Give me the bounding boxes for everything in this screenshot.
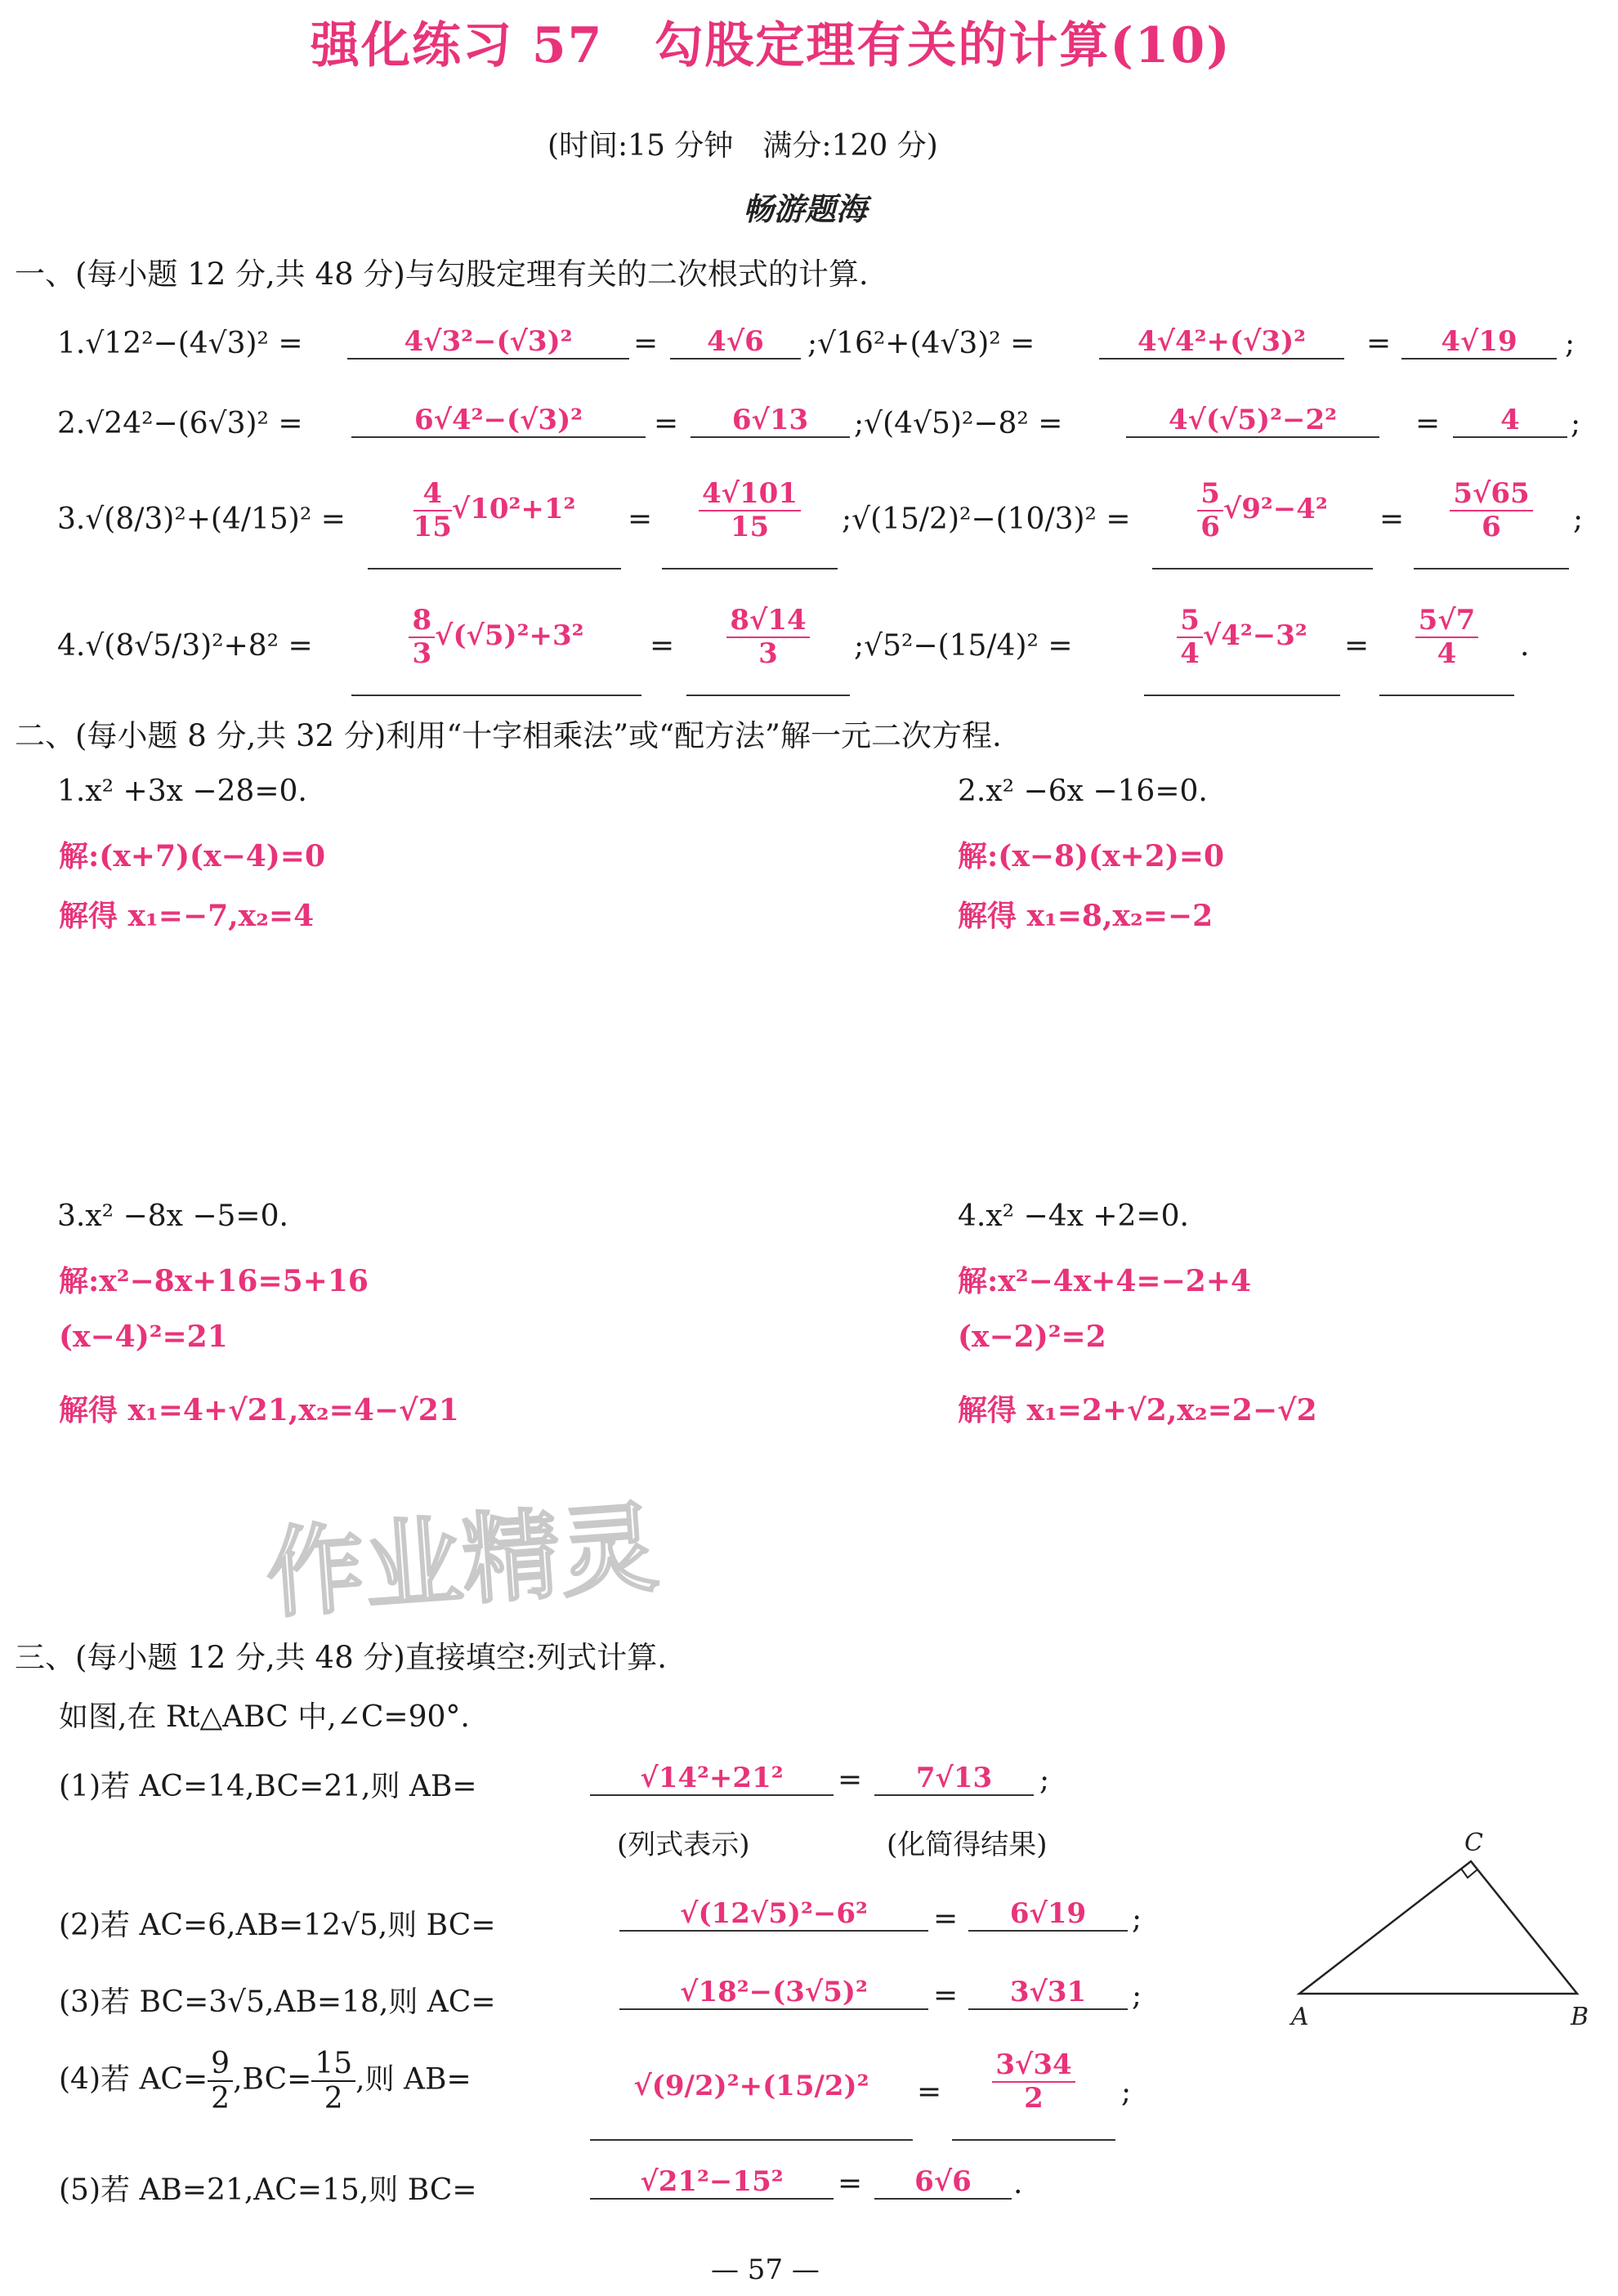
q3-eq2: = — [1379, 503, 1405, 536]
triangle-figure — [1275, 1814, 1602, 2035]
q3-answer-1[interactable] — [368, 478, 621, 570]
section1-heading: 一、(每小题 12 分,共 48 分)与勾股定理有关的二次根式的计算. — [15, 257, 869, 292]
r5-end: . — [1013, 2167, 1023, 2200]
r1-answer-1[interactable]: √14²+21² — [590, 1762, 834, 1796]
q1-answer-2[interactable]: 4√6 — [670, 325, 801, 360]
r5-answer-1[interactable]: √21²−15² — [590, 2165, 834, 2200]
q3-answer-2[interactable] — [662, 478, 838, 570]
p1-step2: 解得 x₁=−7,x₂=4 — [59, 899, 315, 933]
r5-question: (5)若 AB=21,AC=15,则 BC= — [59, 2173, 477, 2207]
triangle-abc — [1299, 1861, 1577, 1994]
r1-answer-2[interactable]: 7√13 — [874, 1762, 1034, 1796]
q3-a4-num: 5√65 — [1450, 478, 1532, 511]
banner-text: 畅游题海 — [742, 190, 867, 227]
q1-eq1: = — [633, 327, 659, 360]
q3-answer-4[interactable] — [1414, 478, 1569, 570]
q2-label2: ;√(4√5)²−8² = — [854, 407, 1063, 440]
r4-ac-den: 2 — [211, 2082, 230, 2116]
r4-eq: = — [917, 2075, 942, 2109]
r4-ac-num: 9 — [208, 2047, 233, 2082]
r1-end: ; — [1039, 1763, 1050, 1797]
r3-answer-1[interactable]: √18²−(3√5)² — [619, 1976, 928, 2010]
section2-heading: 二、(每小题 8 分,共 32 分)利用“十字相乘法”或“配方法”解一元二次方程. — [15, 718, 1002, 753]
q2-answer-1[interactable]: 6√4²−(√3)² — [351, 404, 646, 438]
q4-a2-num: 8√14 — [726, 605, 809, 638]
p4-step3: 解得 x₁=2+√2,x₂=2−√2 — [958, 1393, 1317, 1427]
q4-label2: ;√5²−(15/4)² = — [854, 629, 1073, 663]
q1-end: ; — [1565, 327, 1576, 360]
q4-a2-den: 3 — [758, 637, 778, 671]
p4-step1: 解:x²−4x+4=−2+4 — [958, 1264, 1251, 1298]
q2-eq1: = — [654, 407, 679, 440]
q4-a1-rad: √(√5)²+3² — [435, 619, 584, 653]
p4-step2: (x−2)²=2 — [958, 1320, 1106, 1354]
q1-answer-1[interactable]: 4√3²−(√3)² — [347, 325, 629, 360]
r4-end: ; — [1121, 2075, 1132, 2109]
r2-question: (2)若 AC=6,AB=12√5,则 BC= — [59, 1909, 496, 1942]
q4-label: 4.√(8√5/3)²+8² = — [57, 629, 313, 663]
q1-answer-3[interactable]: 4√4²+(√3)² — [1099, 325, 1344, 360]
r5-eq: = — [838, 2167, 863, 2200]
time-score-info: (时间:15 分钟 满分:120 分) — [548, 129, 938, 163]
r3-end: ; — [1132, 1979, 1142, 2012]
p3-step2: (x−4)²=21 — [59, 1320, 228, 1354]
r2-answer-2[interactable]: 6√19 — [968, 1897, 1128, 1932]
q3-a1-rad: √10²+1² — [451, 493, 576, 526]
r4-a2-num: 3√34 — [992, 2049, 1075, 2083]
q3-label2: ;√(15/2)²−(10/3)² = — [842, 503, 1131, 536]
q4-a1-den: 3 — [412, 637, 432, 671]
q3-eq1: = — [628, 503, 653, 536]
vertex-c-label: C — [1464, 1829, 1483, 1857]
q4-a3-rad: √4²−3² — [1202, 619, 1307, 653]
q4-answer-3[interactable] — [1144, 605, 1340, 696]
q1-answer-4[interactable]: 4√19 — [1401, 325, 1557, 360]
r4-answer-1[interactable]: √(9/2)²+(15/2)² — [590, 2049, 913, 2141]
q2-eq2: = — [1415, 407, 1441, 440]
vertex-b-label: B — [1571, 2003, 1589, 2031]
q4-a3-den: 4 — [1180, 637, 1200, 671]
q4-a1-num: 8 — [409, 605, 435, 638]
p2-step1: 解:(x−8)(x+2)=0 — [958, 839, 1224, 873]
section3-intro: 如图,在 Rt△ABC 中,∠C=90°. — [59, 1700, 470, 1734]
q2-answer-3[interactable]: 4√(√5)²−2² — [1126, 404, 1379, 438]
r3-eq: = — [933, 1979, 959, 2012]
q1-eq2: = — [1366, 327, 1392, 360]
q3-a4-den: 6 — [1482, 511, 1501, 544]
hint-simplify: (化简得结果) — [887, 1829, 1048, 1861]
q3-end: ; — [1573, 503, 1584, 536]
p2-question: 2.x² −6x −16=0. — [958, 775, 1208, 808]
q2-answer-4[interactable]: 4 — [1453, 404, 1567, 438]
r4-bc-den: 2 — [324, 2082, 343, 2116]
r4-pre: (4)若 AC= — [59, 2062, 208, 2097]
r4-mid: ,BC= — [233, 2062, 312, 2097]
r3-answer-2[interactable]: 3√31 — [968, 1976, 1128, 2010]
q3-a2-den: 15 — [730, 511, 770, 544]
q3-a1-den: 15 — [413, 511, 452, 544]
hint-expression: (列式表示) — [617, 1829, 750, 1861]
vertex-a-label: A — [1291, 2003, 1309, 2031]
q2-end: ; — [1571, 407, 1581, 440]
q4-answer-1[interactable] — [351, 605, 641, 696]
r1-question: (1)若 AC=14,BC=21,则 AB= — [59, 1770, 477, 1803]
p3-question: 3.x² −8x −5=0. — [57, 1199, 288, 1233]
q1-label2: ;√16²+(4√3)² = — [807, 327, 1035, 360]
r2-eq: = — [933, 1902, 959, 1936]
watermark: 作业精灵 — [262, 1491, 662, 1633]
r1-eq: = — [838, 1763, 863, 1797]
r4-post: ,则 AB= — [355, 2062, 472, 2097]
p2-step2: 解得 x₁=8,x₂=−2 — [958, 899, 1214, 933]
r3-question: (3)若 BC=3√5,AB=18,则 AC= — [59, 1986, 496, 2019]
r4-answer-2[interactable] — [952, 2049, 1115, 2141]
q4-a4-den: 4 — [1437, 637, 1457, 671]
q3-answer-3[interactable] — [1152, 478, 1373, 570]
q1-label: 1.√12²−(4√3)² = — [57, 327, 303, 360]
q3-a1-num: 4 — [413, 478, 452, 511]
p3-step1: 解:x²−8x+16=5+16 — [59, 1264, 369, 1298]
r4-bc-num: 15 — [311, 2047, 355, 2082]
q4-answer-2[interactable] — [686, 605, 850, 696]
p3-step3: 解得 x₁=4+√21,x₂=4−√21 — [59, 1393, 459, 1427]
page-title: 强化练习 57 勾股定理有关的计算(10) — [311, 17, 1231, 74]
q4-end: . — [1520, 629, 1530, 663]
page-number: — 57 — — [711, 2254, 820, 2286]
q2-label: 2.√24²−(6√3)² = — [57, 407, 303, 440]
p4-question: 4.x² −4x +2=0. — [958, 1199, 1189, 1233]
q3-a2-num: 4√101 — [699, 478, 801, 511]
r5-answer-2[interactable]: 6√6 — [874, 2165, 1012, 2200]
p1-question: 1.x² +3x −28=0. — [57, 775, 307, 808]
q3-label: 3.√(8/3)²+(4/15)² = — [57, 503, 346, 536]
q4-answer-4[interactable] — [1379, 605, 1514, 696]
section3-heading: 三、(每小题 12 分,共 48 分)直接填空:列式计算. — [15, 1640, 668, 1675]
r2-end: ; — [1132, 1902, 1142, 1936]
q4-a3-num: 5 — [1177, 605, 1203, 638]
q4-eq1: = — [650, 629, 675, 663]
q4-a4-num: 5√7 — [1415, 605, 1479, 638]
q4-eq2: = — [1344, 629, 1370, 663]
q2-answer-2[interactable]: 6√13 — [691, 404, 850, 438]
section-banner — [711, 184, 899, 225]
r4-a2-den: 2 — [1024, 2082, 1044, 2115]
q3-a3-den: 6 — [1200, 511, 1220, 544]
right-angle-mark — [1461, 1869, 1477, 1878]
q3-a3-num: 5 — [1197, 478, 1223, 511]
p1-step1: 解:(x+7)(x−4)=0 — [59, 839, 325, 873]
r4-question — [59, 2047, 472, 2116]
r2-answer-1[interactable]: √(12√5)²−6² — [619, 1897, 928, 1932]
q3-a3-rad: √9²−4² — [1222, 493, 1328, 526]
